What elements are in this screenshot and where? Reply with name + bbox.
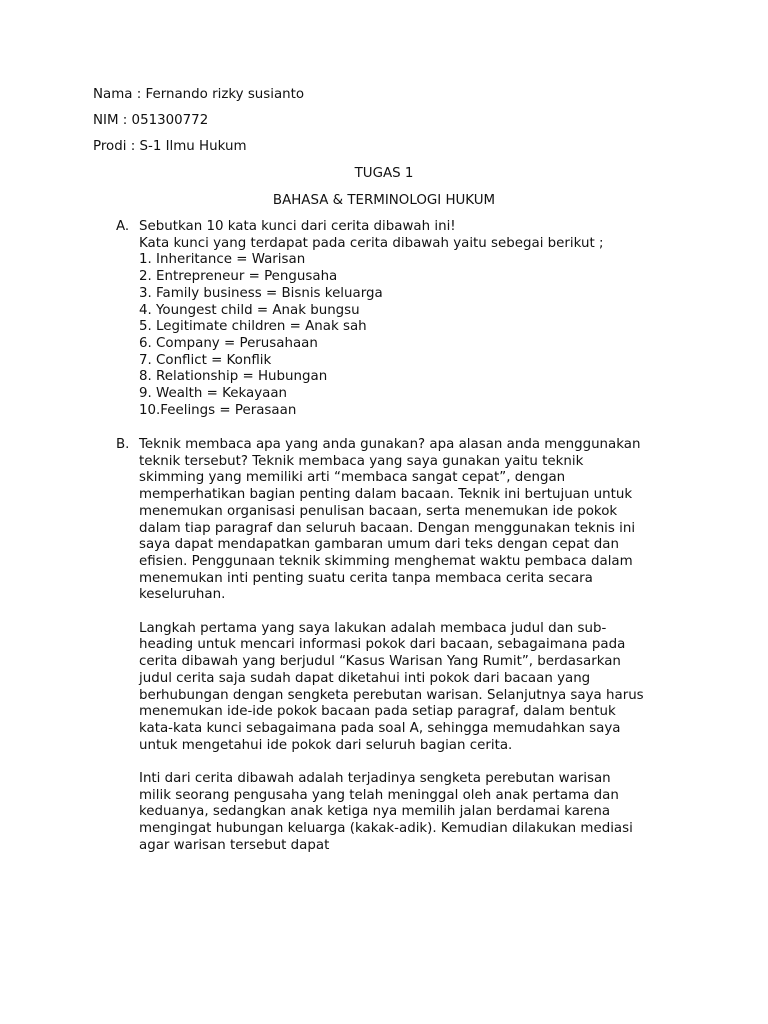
keyword-item: 1. Inheritance = Warisan	[139, 252, 306, 268]
course-title: BAHASA & TERMINOLOGI HUKUM	[272, 193, 496, 208]
paragraph-line: untuk mengetahui ide pokok dari seluruh bagian cerita.	[139, 737, 513, 753]
section-b-marker: B.	[116, 437, 130, 452]
paragraph-line: menemukan inti penting suatu cerita tanpa membaca cerita secara	[139, 570, 593, 586]
student-name: Nama : Fernando rizky susianto	[93, 87, 305, 102]
paragraph-line: berhubungan dengan sengketa perebutan warisan. Selanjutnya saya harus	[139, 687, 644, 703]
section-a-question: Sebutkan 10 kata kunci dari cerita dibawah ini!	[139, 219, 456, 234]
paragraph-line: menemukan organisasi penulisan bacaan, serta menemukan ide pokok	[139, 503, 618, 519]
keyword-item: 4. Youngest child = Anak bungsu	[139, 302, 360, 318]
section-b-body	[139, 437, 684, 855]
paragraph-line: saya dapat mendapatkan gambaran umum dari teks dengan cepat dan	[139, 537, 619, 553]
paragraph-line: agar warisan tersebut dapat	[139, 837, 330, 853]
keyword-item: 2. Entrepreneur = Pengusaha	[139, 269, 338, 285]
paragraph-line: dalam tiap paragraf dan seluruh bacaan. Dengan menggunakan teknis ini	[139, 520, 636, 536]
paragraph-line: keduanya, sedangkan anak ketiga nya memilih jalan berdamai karena	[139, 804, 611, 820]
keyword-item: 9. Wealth = Kekayaan	[139, 386, 288, 402]
assignment-title: TUGAS 1	[354, 166, 414, 181]
keyword-item: 8. Relationship = Hubungan	[139, 369, 328, 385]
keyword-item: 3. Family business = Bisnis keluarga	[139, 285, 383, 301]
paragraph-spacer	[139, 604, 684, 621]
keyword-item: 5. Legitimate children = Anak sah	[139, 319, 367, 335]
paragraph-line: memperhatikan bagian penting dalam bacaan. Teknik ini bertujuan untuk	[139, 487, 633, 503]
paragraph-first-step	[139, 621, 684, 755]
paragraph-skimming-technique	[139, 437, 684, 604]
paragraph-line: skimming yang memiliki arti “membaca sangat cepat”, dengan	[139, 470, 566, 486]
paragraph-line: heading untuk mencari informasi pokok dari bacaan, sebagaimana pada	[139, 637, 626, 653]
keyword-item: 10.Feelings = Perasaan	[139, 402, 297, 418]
paragraph-line: Teknik membaca apa yang anda gunakan? apa alasan anda menggunakan	[139, 437, 641, 452]
paragraph-story-core	[139, 771, 684, 855]
section-a-marker: A.	[116, 219, 130, 234]
paragraph-line: Langkah pertama yang saya lakukan adalah membaca judul dan sub-	[139, 620, 607, 636]
paragraph-line: Inti dari cerita dibawah adalah terjadinya sengketa perebutan warisan	[139, 771, 611, 787]
paragraph-line: efisien. Penggunaan teknik skimming menghemat waktu pembaca dalam	[139, 553, 633, 569]
section-a-intro: Kata kunci yang terdapat pada cerita dibawah yaitu sebegai berikut ;	[139, 235, 604, 251]
paragraph-line: kata-kata kunci sebagaimana pada soal A, sehingga memudahkan saya	[139, 720, 621, 736]
student-nim: NIM : 051300772	[93, 113, 209, 128]
paragraph-line: keseluruhan.	[139, 587, 226, 603]
keyword-item: 7. Conflict = Konflik	[139, 352, 272, 368]
keyword-item: 6. Company = Perusahaan	[139, 335, 318, 351]
paragraph-line: judul cerita saja sudah dapat diketahui inti pokok dari bacaan yang	[139, 670, 591, 686]
section-a-body	[139, 219, 684, 419]
paragraph-line: cerita dibawah yang berjudul “Kasus Warisan Yang Rumit”, berdasarkan	[139, 654, 621, 670]
paragraph-line: teknik tersebut? Teknik membaca yang saya gunakan yaitu teknik	[139, 453, 584, 469]
paragraph-line: menemukan ide-ide pokok bacaan pada setiap paragraf, dalam bentuk	[139, 704, 616, 720]
paragraph-line: mengingat hubungan keluarga (kakak-adik). Kemudian dilakukan mediasi	[139, 821, 633, 837]
paragraph-line: milik seorang pengusaha yang telah meninggal oleh anak pertama dan	[139, 787, 619, 803]
study-program: Prodi : S-1 Ilmu Hukum	[93, 139, 247, 154]
paragraph-spacer	[139, 754, 684, 771]
